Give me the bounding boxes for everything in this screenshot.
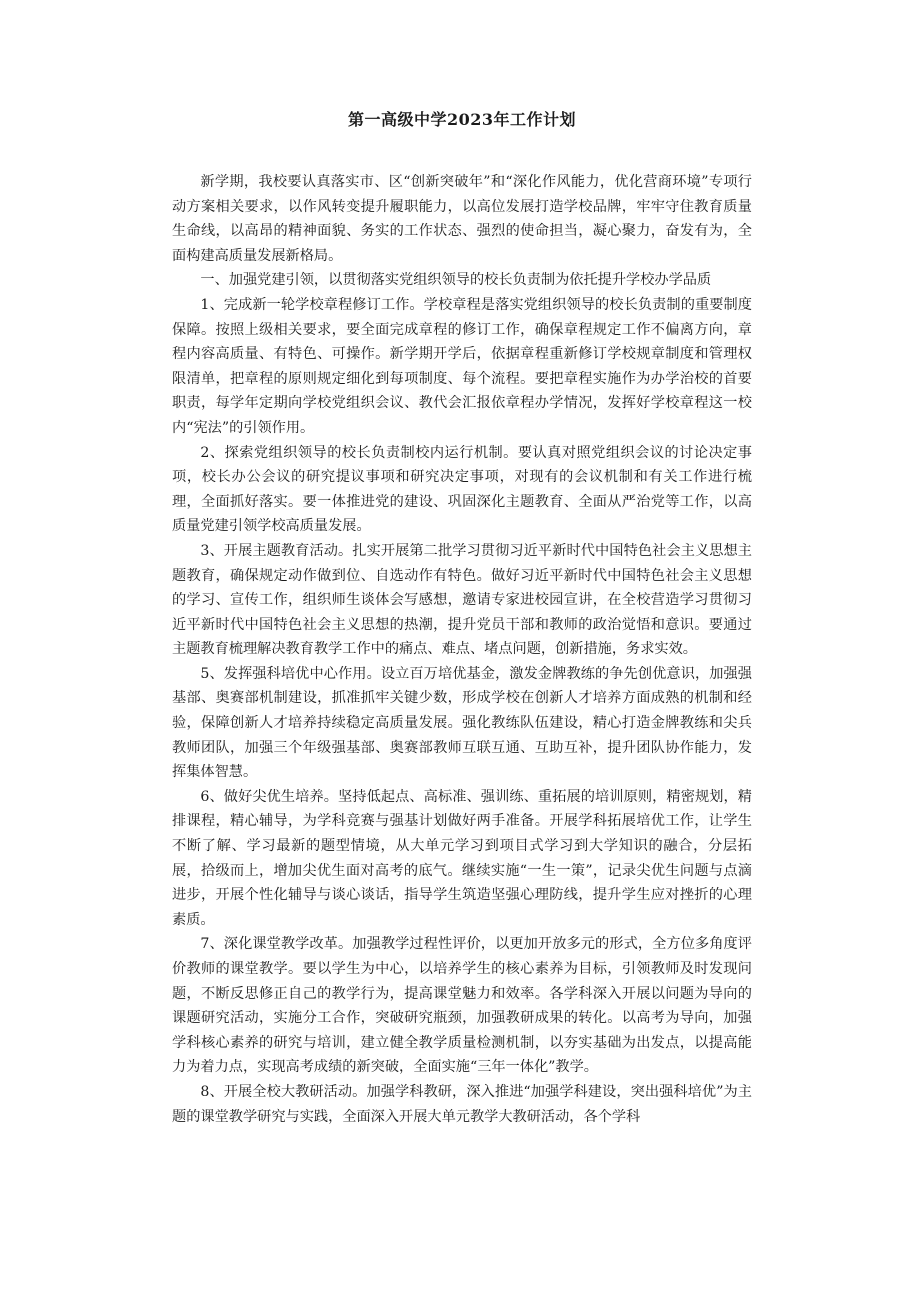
intro-paragraph: 新学期，我校要认真落实市、区“创新突破年”和“深化作风能力，优化营商环境”专项行动方案相关要求，以作风转变提升履职能力，以高位发展打造学校品牌，牢牢守住教育质量生命线，以高昂的精神面貌、务实的工作状态、强烈的使命担当，凝心聚力，奋发有为，全面构建高质量发展新格局。 (172, 174, 752, 264)
document-title: 第一高级中学2023年工作计划 (347, 110, 577, 129)
paragraph-item-8-school-wide-research: 8、开展全校大教研活动。加强学科教研，深入推进“加强学科建设，突出强科培优”为主题的课堂教学研究与实践，全面深入开展大单元教学大教研活动，各个学科 (172, 1083, 752, 1125)
paragraph-item-7-classroom-reform: 7、深化课堂教学改革。加强教学过程性评价，以更加开放多元的形式，全方位多角度评价教师的课堂教学。要以学生为中心，以培养学生的核心素养为目标，引领教师及时发现问题，不断反思修正自己的教学行为，提高课堂魅力和效率。各学科深入开展以问题为导向的课题研究活动，实施分工合作，突破研究瓶颈，加强教研成果的转化。以高考为导向，加强学科核心素养的研究与培训，建立健全教学质量检测机制，以夯实基础为出发点，以提高能力为着力点，实现高考成绩的新突破，全面实施“三年一体化”教学。 (172, 936, 752, 1076)
document-page (172, 108, 752, 1129)
section-heading-party-building: 一、加强党建引领，以贯彻落实党组织领导的校长负责制为依托提升学校办学品质 (200, 272, 712, 289)
paragraph-item-1-charter-revision: 1、完成新一轮学校章程修订工作。学校章程是落实党组织领导的校长负责制的重要制度保障。按照上级相关要求，要全面完成章程的修订工作，确保章程规定工作不偏离方向，章程内容高质量、有特色、可操作。新学期开学后，依据章程重新修订学校规章制度和管理权限清单，把章程的原则规定细化到每项制度、每个流程。要把章程实施作为办学治校的首要职责，每学年定期向学校党组织会议、教代会汇报依章程办学情况，发挥好学校章程这一校内“宪法”的引领作用。 (172, 296, 752, 436)
paragraph-item-5-excellence-center: 5、发挥强科培优中心作用。设立百万培优基金，激发金牌教练的争先创优意识，加强强基部、奥赛部机制建设，抓准抓牢关键少数，形成学校在创新人才培养方面成熟的机制和经验，保障创新人才培养持续稳定高质量发展。强化教练队伍建设，精心打造金牌教练和尖兵教师团队，加强三个年级强基部、奥赛部教师互联互通、互助互补，提升团队协作能力，发挥集体智慧。 (172, 665, 752, 781)
paragraph-item-6-top-student-training: 6、做好尖优生培养。坚持低起点、高标准、强训练、重拓展的培训原则，精密规划，精排课程，精心辅导，为学科竞赛与强基计划做好两手准备。开展学科拓展培优工作，让学生不断了解、学习最新的题型情境，从大单元学习到项目式学习到大学知识的融合，分层拓展，拾级而上，增加尖优生面对高考的底气。继续实施“一生一策”，记录尖优生问题与点滴进步，开展个性化辅导与谈心谈话，指导学生筑造坚强心理防线，提升学生应对挫折的心理素质。 (172, 788, 752, 928)
paragraph-item-2-principal-responsibility: 2、探索党组织领导的校长负责制校内运行机制。要认真对照党组织会议的讨论决定事项，校长办公会议的研究提议事项和研究决定事项，对现有的会议机制和有关工作进行梳理，全面抓好落实。要一体推进党的建设、巩固深化主题教育、全面从严治党等工作，以高质量党建引领学校高质量发展。 (172, 444, 752, 535)
paragraph-item-3-theme-education: 3、开展主题教育活动。扎实开展第二批学习贯彻习近平新时代中国特色社会主义思想主题教育，确保规定动作做到位、自选动作有特色。做好习近平新时代中国特色社会主义思想的学习、宣传工作，组织师生谈体会写感想，邀请专家进校园宣讲，在全校营造学习贯彻习近平新时代中国特色社会主义思想的热潮，提升党员干部和教师的政治觉悟和意识。要通过主题教育梳理解决教育教学工作中的痛点、难点、堵点问题，创新措施，务求实效。 (172, 542, 752, 658)
